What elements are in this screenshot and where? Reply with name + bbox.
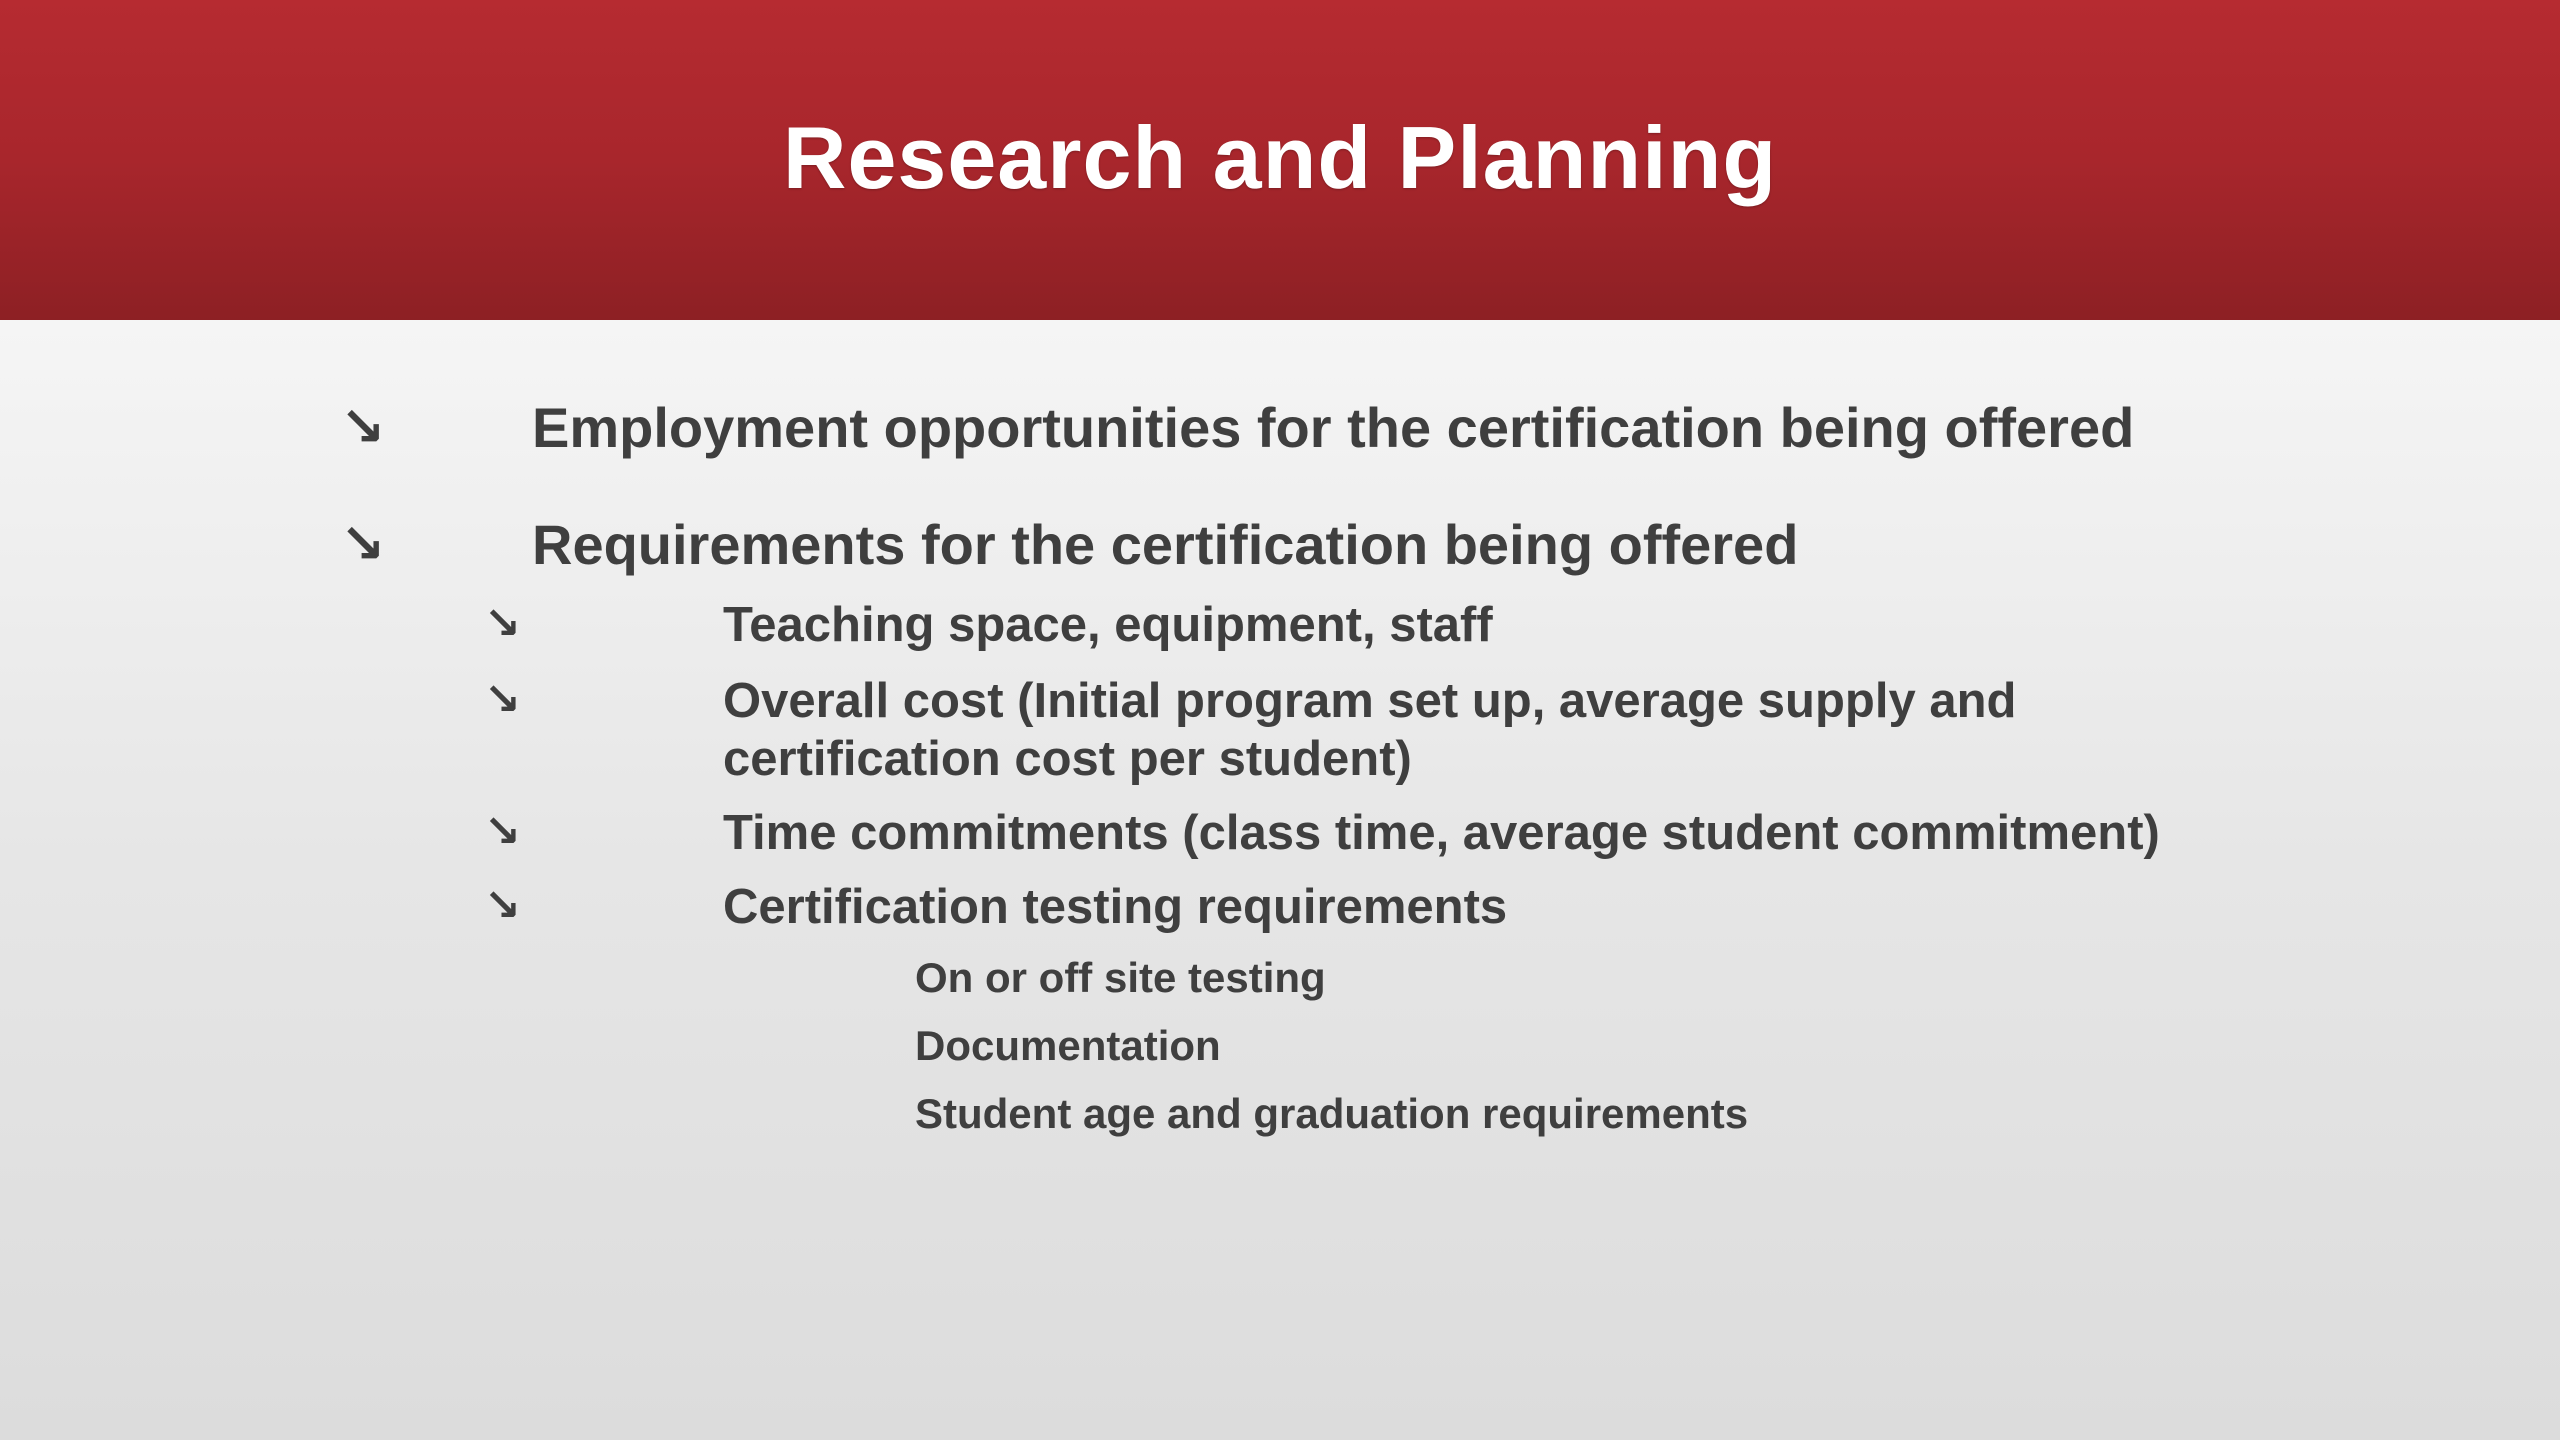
subbullet-time-commitments: Time commitments (class time, average student commitment) (723, 806, 2160, 860)
subbullet-overall-cost-line2: certification cost per student) (723, 732, 1412, 786)
subsub-student-age: Student age and graduation requirements (915, 1090, 1749, 1137)
arrow-down-right-icon: ↘ (340, 512, 386, 575)
subbullet-certification-testing: Certification testing requirements (723, 880, 1508, 934)
subbullet-overall-cost (723, 672, 2016, 788)
arrow-down-right-icon: ↘ (484, 674, 521, 725)
arrow-down-right-icon: ↘ (484, 598, 521, 649)
bullet-employment: Employment opportunities for the certification being offered (532, 396, 2135, 459)
arrow-down-right-icon: ↘ (484, 806, 521, 857)
title-bar (0, 0, 2560, 320)
arrow-down-right-icon: ↘ (340, 395, 386, 458)
arrow-down-right-icon: ↘ (484, 880, 521, 931)
subbullet-teaching-space: Teaching space, equipment, staff (723, 598, 1493, 652)
slide-title: Research and Planning (782, 107, 1778, 207)
subsub-documentation: Documentation (915, 1022, 1221, 1069)
bullet-requirements: Requirements for the certification being offered (532, 513, 1799, 576)
subbullet-overall-cost-line1: Overall cost (Initial program set up, average supply and (723, 674, 2017, 728)
subsub-onsite-testing: On or off site testing (915, 954, 1326, 1001)
